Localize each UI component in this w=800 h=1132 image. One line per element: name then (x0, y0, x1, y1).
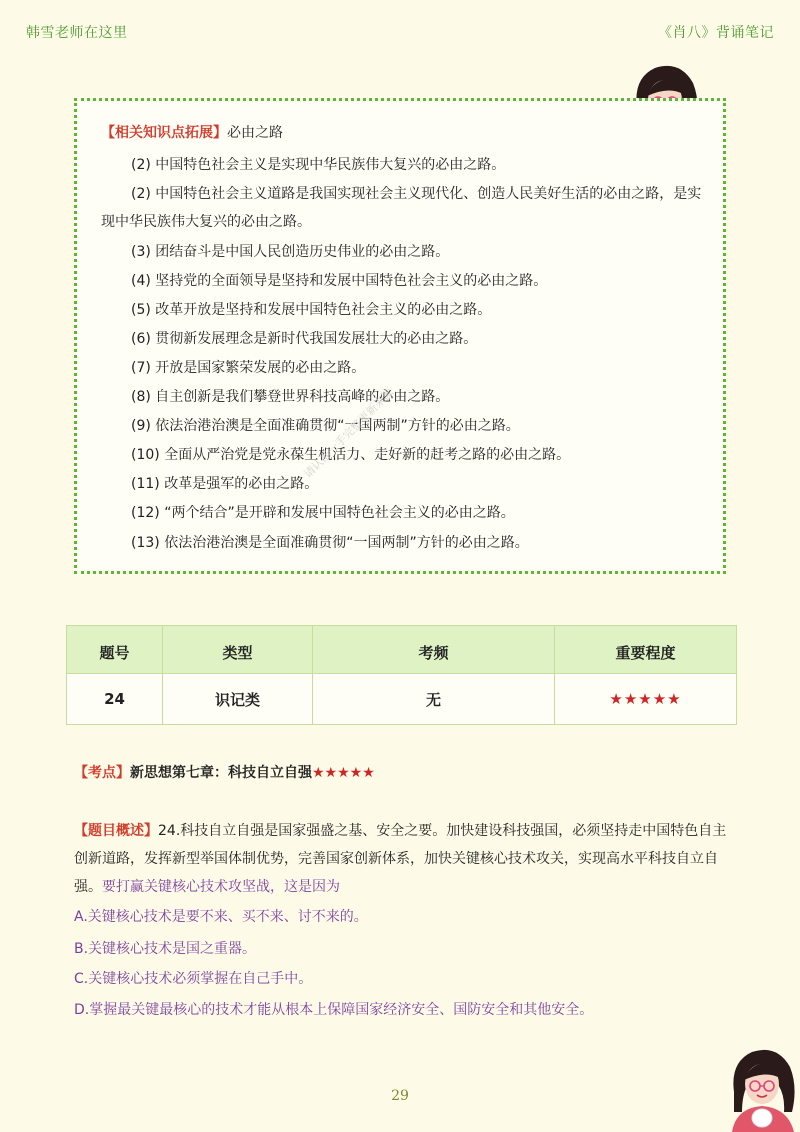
knowledge-item: (13) 依法治港治澳是全面准确贯彻“一国两制”方针的必由之路。 (131, 535, 529, 551)
exam-point-text: 新思想第七章：科技自立自强 (130, 765, 312, 781)
table-cell-frequency: 无 (313, 674, 555, 725)
table-header-cell: 重要程度 (555, 626, 737, 674)
header-right-title: 《肖八》背诵笔记 (658, 25, 774, 41)
question-info-table (66, 625, 737, 725)
table-cell-importance-stars: ★★★★★ (555, 674, 737, 725)
question-body: 24.科技自立自强是国家强盛之基、安全之要。加快建设科技强国，必须坚持走中国特色自主创新道路，发挥新型举国体制优势，完善国家创新体系，加快关键核心技术攻关，实现高水平科技自立自强。 (74, 823, 727, 895)
header-left-title: 韩雪老师在这里 (26, 25, 128, 41)
question-option-a: A.关键核心技术是要不来、买不来、讨不来的。 (74, 909, 368, 925)
knowledge-item: (10) 全面从严治党是党永葆生机活力、走好新的赶考之路的必由之路。 (131, 447, 571, 463)
table-header-cell: 类型 (163, 626, 313, 674)
question-option-c: C.关键核心技术必须掌握在自己手中。 (74, 971, 313, 987)
exam-point-tag: 【考点】 (74, 765, 130, 781)
table-cell-number: 24 (67, 674, 163, 725)
teacher-avatar-illustration-bottom (722, 1042, 800, 1132)
knowledge-box-heading (101, 122, 283, 142)
knowledge-item: (2) 中国特色社会主义道路是我国实现社会主义现代化、创造人民美好生活的必由之路，是实 (131, 186, 702, 202)
exam-point-line (74, 762, 375, 782)
table-header-row (67, 626, 737, 674)
knowledge-title: 必由之路 (227, 125, 283, 141)
knowledge-item: (4) 坚持党的全面领导是坚持和发展中国特色社会主义的必由之路。 (131, 273, 548, 289)
question-ask: 要打赢关键核心技术攻坚战，这是因为 (102, 879, 340, 895)
knowledge-item: (2) 中国特色社会主义是实现中华民族伟大复兴的必由之路。 (131, 157, 506, 173)
question-tag: 【题目概述】 (74, 823, 158, 839)
knowledge-item: (8) 自主创新是我们攀登世界科技高峰的必由之路。 (131, 389, 450, 405)
knowledge-tag: 【相关知识点拓展】 (101, 125, 227, 141)
knowledge-item: (3) 团结奋斗是中国人民创造历史伟业的必由之路。 (131, 244, 450, 260)
knowledge-item: (7) 开放是国家繁荣发展的必由之路。 (131, 360, 366, 376)
knowledge-item-continuation: 现中华民族伟大复兴的必由之路。 (101, 214, 311, 230)
watermark-text: 请认准一手完整更新来源 (301, 385, 397, 481)
knowledge-item: (6) 贯彻新发展理念是新时代我国发展壮大的必由之路。 (131, 331, 478, 347)
knowledge-expansion-box (74, 98, 726, 574)
question-description (74, 817, 734, 901)
knowledge-item: (12) “两个结合”是开辟和发展中国特色社会主义的必由之路。 (131, 505, 515, 521)
knowledge-item: (5) 改革开放是坚持和发展中国特色社会主义的必由之路。 (131, 302, 492, 318)
table-row (67, 674, 737, 725)
question-option-d: D.掌握最关键最核心的技术才能从根本上保障国家经济安全、国防安全和其他安全。 (74, 1002, 594, 1018)
page-number: 29 (391, 1088, 409, 1104)
knowledge-item: (11) 改革是强军的必由之路。 (131, 476, 319, 492)
question-option-b: B.关键核心技术是国之重器。 (74, 941, 257, 957)
table-header-cell: 题号 (67, 626, 163, 674)
table-cell-type: 识记类 (163, 674, 313, 725)
exam-point-stars: ★★★★★ (312, 765, 375, 781)
knowledge-item: (9) 依法治港治澳是全面准确贯彻“一国两制”方针的必由之路。 (131, 418, 520, 434)
table-header-cell: 考频 (313, 626, 555, 674)
